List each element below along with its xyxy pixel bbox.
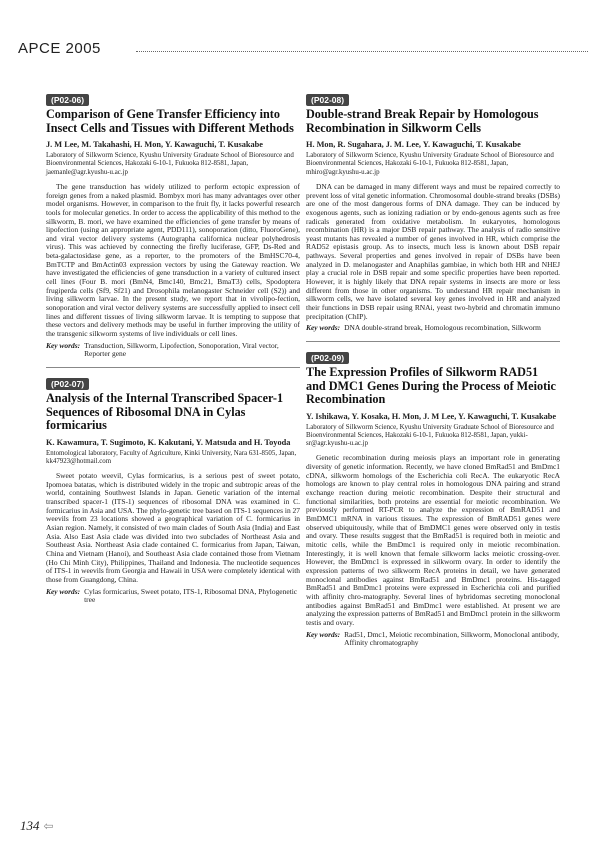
abstract-keywords — [306, 324, 560, 333]
keywords-label: Key words: — [306, 629, 341, 639]
header-dotted-rule — [136, 51, 588, 52]
abstract-affiliation: Laboratory of Silkworm Science, Kyushu University Graduate School of Bioresource and Bioenvironmental Sciences, Hakozaki 6-10-1, Fukuoka 812-8581, Japan, yukki-sr@agr.kyushu-u.ac.jp — [306, 423, 554, 448]
abstract-title: Double-strand Break Repair by Homologous Recombination in Silkworm Cells — [306, 107, 539, 135]
keywords-label: Key words: — [306, 323, 341, 333]
keywords-text: Rad51, Dmc1, Meiotic recombination, Silkworm, Monoclonal antibody, Affinity chromatography — [344, 629, 560, 648]
abstract-title: The Expression Profiles of Silkworm RAD51 and DMC1 Genes During the Process of Meiotic Recombination — [306, 365, 556, 407]
keywords-text: Transduction, Silkworm, Lipofection, Sonoporation, Viral vector, Reporter gene — [84, 340, 279, 359]
abstract-body: DNA can be damaged in many different ways and must be repaired correctly to prevent loss of vital genetic information. Chromosomal double-strand breaks (DSBs) are one of the most dangerous forms of DNA damage. They can be induced by exogenous agents, such as ionizing radiation or by endo-genous agents such as free radicals generated from oxidative metabolism. In eukaryotes, homologous recombination (HR) is a major DSB repair pathway. The analysis of radio sensitive yeast mutants has revealed a number of genes involved in HR, which comprise the RAD52 epistasis group. As to insects, much less is known about DSB repair pathways. Several properties and genes involved in repair of DSBs have been analyzed in D. melanogaster and Anaphilas gambiae, in which both HR and NHEJ play a crucial role in DSB repair and some specific properties have been reported. However, it is highly likely that DNA repair systems in insects are more or less different from those in other organisms. To understand HR repair mechanism in silkworm cells, we have isolated several key genes involved in HR and analyzed their functions in DSB repair using RNAi, yeast two-hybrid and chromatin immuno precipitation (ChIP). — [306, 181, 560, 321]
page-footer — [20, 818, 54, 834]
right-column — [306, 90, 560, 648]
abstract-body: The gene transduction has widely utilized to perform ectopic expression of foreign genes from a naked plasmid. Bombyx mori has many advantages over other model organisms. However, in comparison to the fruit fly, it lacks powerful research tools for molecular genetics. In order to access the applicability of this method to the silkworm, B. mori, we have examined the efficiencies of gene transfer by means of lipofection (using an appropriate agent, PDD111), sonoporation (ditto, FluoroGene), and viral vector delivery systems (Autographa californica nuclear polyhedrosis virus). This was achieved by connecting the firefly luciferase, GFP, Ds-Red and beta-galactosidase gene, as a reporter, to the promoters of the BmHSC70-4, BmTCTP and BmActin03 expression vectors by using the Gateway reaction. We have investigated the efficiencies of gene transduction in a variety of cultured insect cell lines (Four B. mori (BmN4, Bmc140, Bmc21, BmaT3) cells, Spodoptera frugiperda cells (Sf9, Sf21) and Drosophila melanogaster Schneider cell (S2)) and living silkworm larvae. In the present study, we report that in vivolipo-fection, sonoporation and viral vector delivery systems are successfully applied to insect cell lines and different tissues of living silkworm larvae. It is tempting to suppose that these vectors and delivery methods may be useful in further improving the utility of the transgenic silkworm systems of live individuals or cell lines. — [46, 181, 300, 339]
abstract-title: Analysis of the Internal Transcribed Spacer-1 Sequences of Ribosomal DNA in Cylas formicarius — [46, 391, 284, 433]
abstract-title: Comparison of Gene Transfer Efficiency into Insect Cells and Tissues with Different Methods — [46, 107, 294, 135]
abstract-authors: H. Mon, R. Sugahara, J. M. Lee, Y. Kawaguchi, T. Kusakabe — [306, 140, 521, 149]
conference-title: APCE 2005 — [18, 40, 101, 57]
left-column — [46, 90, 300, 605]
keywords-label: Key words: — [46, 586, 81, 596]
abstract-body: Sweet potato weevil, Cylas formicarius, is a serious pest of sweet potato, Ipomoea batatas, which is distributed widely in the tropic and subtropic areas of the world, containing Southwest Islands in Japan. Genetic variation of the internal transcribed spacer-1 (ITS-1) sequences of ribosomal DNA was examined in C. formicarius in Asia and USA. The phylo-genetic tree based on ITS-1 sequences in 27 weevils from 23 locations showed a geographical variation of C. formicarius in Asian region. Namely, it consisted of two main clades of South Asia (India) and East Asia. Also East Asia clade was divided into two subclades of Northeast Asia and Southeast Asia. Northeast Asia clade contained C. formicarius from Japan, Taiwan, China and Vietnam (Hanoi), and Southeast Asia clade contained those from Vietnam (Ho Chi Minh City), Philippines, Thailand and Indonesia. The nucleotide sequences of ITS-1 in weevils from Georgia and Hawaii in USA were completely identical with those from Guangdong, China. — [46, 471, 300, 584]
abstract-affiliation: Entomological laboratory, Faculty of Agriculture, Kinki University, Nara 631-8505, Japan, kk47923@hotmail.com — [46, 449, 297, 465]
abstract-id-badge: (P02-08) — [306, 94, 349, 106]
abstract-authors: Y. Ishikawa, Y. Kosaka, H. Mon, J. M Lee, Y. Kawaguchi, T. Kusakabe — [306, 411, 557, 421]
abstract-authors: K. Kawamura, T. Sugimoto, K. Kakutani, Y. Matsuda and H. Toyoda — [46, 437, 291, 447]
abstract-divider — [306, 341, 560, 342]
abstract-affiliation: Laboratory of Silkworm Science, Kyushu University Graduate School of Bioresource and Bioenvironmental Sciences, Hakozaki 6-10-1, Fukuoka 812-8581, Japan, jaemanle@agr.kyushu-u.ac.jp — [46, 152, 294, 176]
page-number: 134 — [20, 818, 40, 833]
abstract-id-badge: (P02-09) — [306, 352, 349, 364]
abstract-body: Genetic recombination during meiosis plays an important role in generating diversity of genetic information. Recently, we have cloned BmRad51 and BmDmc1 cDNA, silkworm homologs of the Escherichia coli RecA. The eukaryotic RecA homologs are known to play central roles in homologous DNA pairing and strand exchange reaction during meiotic recombination. Despite their structural and functional similarities, both proteins are essential for meiotic recombination. We previously performed RT-PCR to analyze the expression of BmRAD51 and BmDMC1 mRNA in various tissues. The expression of BmRAD51 genes were observed ubiquitously, while that of BmDMC1 genes were observed only in testis and ovary. These results suggest that the BmRad51 is required both in meiotic and mitotic cells, while the BmDmc1 is required only in meiotic recombination. Interestingly, it is well known that female silkworm lacks meiotic crossing-over. However, the BmDmc1 is expressed in silkworm ovary. In order to identify the expression patterns of two silkworm RecA proteins in detail, we have generated monoclonal antibodies against BmRad51 and BmDmc1 proteins. His-tagged BmRad51 and BmDmc1 proteins were expressed in Escherichia coli and purified with affinity chro-matography. Several lines of hybridomas secreting monoclonal antibodies against BmRad51 and BmDmc1 were established. At present we are analyzing the expression patterns of BmRad51 and BmDmc1 protein in the silkworm testis and ovary. — [306, 453, 560, 627]
abstract-keywords — [306, 631, 560, 648]
left-arrow-icon: ⇦ — [43, 819, 54, 833]
abstract-p02-06 — [46, 90, 300, 359]
abstract-keywords — [46, 588, 300, 605]
abstract-keywords — [46, 342, 300, 359]
abstract-authors: J. M Lee, M. Takahashi, H. Mon, Y. Kawaguchi, T. Kusakabe — [46, 140, 263, 149]
abstract-p02-08 — [306, 90, 560, 333]
keywords-text: Cylas formicarius, Sweet potato, ITS-1, Ribosomal DNA, Phylogenetic tree — [84, 586, 298, 605]
abstract-p02-07 — [46, 374, 300, 605]
keywords-text: DNA double-strand break, Homologous recombination, Silkworm — [344, 323, 541, 333]
abstract-affiliation: Laboratory of Silkworm Science, Kyushu University Graduate School of Bioresource and Bioenvironmental Sciences, Hakozaki 6-10-1, Fukuoka 812-8581, Japan, mhiro@agr.kyushu-u.ac.jp — [306, 152, 554, 176]
abstract-p02-09 — [306, 348, 560, 648]
keywords-label: Key words: — [46, 340, 81, 350]
abstract-divider — [46, 367, 300, 368]
abstract-id-badge: (P02-07) — [46, 378, 89, 390]
page-header — [18, 40, 588, 60]
abstract-id-badge: (P02-06) — [46, 94, 89, 106]
